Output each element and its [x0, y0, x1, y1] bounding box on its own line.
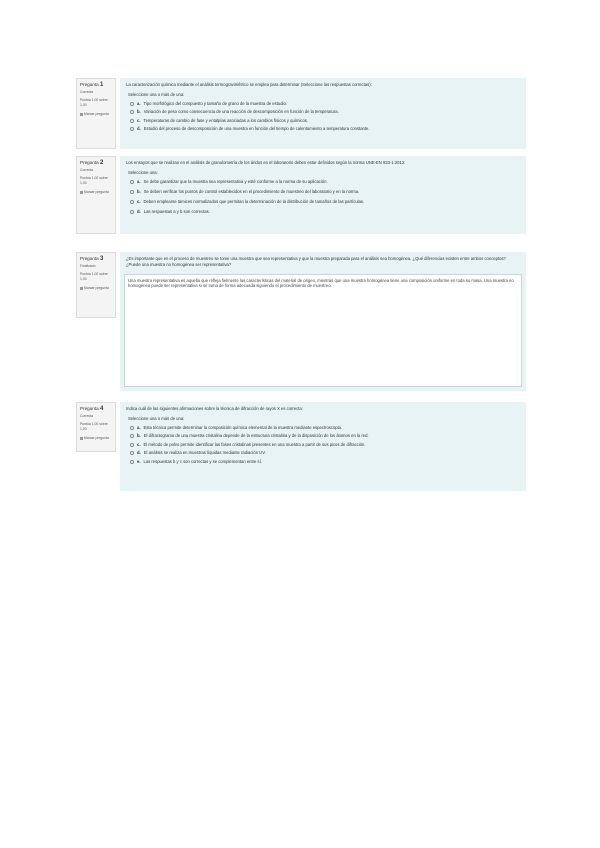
question-score: Puntúa 1,00 sobre 1,00 — [80, 176, 108, 185]
option-letter: b. — [137, 109, 141, 115]
question-info-3 — [76, 252, 116, 318]
flag-label: Marcar pregunta — [84, 436, 109, 440]
question-block-3 — [76, 252, 526, 391]
option-letter: b. — [137, 189, 141, 194]
answer-option[interactable] — [130, 450, 520, 456]
option-letter: a. — [137, 179, 141, 184]
answer-option[interactable] — [130, 209, 520, 215]
question-status: Correcta — [80, 90, 94, 94]
flag-icon — [80, 113, 83, 116]
question-number-3 — [80, 256, 112, 262]
radio-button[interactable] — [130, 180, 134, 184]
question-content-2 — [120, 156, 526, 234]
option-letter: a. — [137, 101, 141, 106]
checkbox[interactable] — [130, 110, 134, 114]
question-status: Correcta — [80, 414, 94, 418]
question-score: Puntúa 1,00 sobre 1,00 — [80, 422, 108, 431]
radio-button[interactable] — [130, 200, 134, 204]
flag-label: Marcar pregunta — [84, 190, 109, 194]
question-info-2 — [76, 156, 116, 234]
answer-option[interactable] — [130, 101, 520, 107]
checkbox[interactable] — [130, 102, 134, 106]
checkbox[interactable] — [130, 460, 134, 464]
question-block-2 — [76, 156, 526, 234]
question-label: Pregunta — [80, 160, 99, 165]
radio-button[interactable] — [130, 190, 134, 194]
option-text: Esta técnica permite determinar la composición química elemental de la muestra mediante espectroscopia. — [143, 425, 343, 430]
option-text: Temperaturas de cambio de fase y entalpías asociadas a los cambios físicos y químicos. — [143, 117, 309, 123]
radio-button[interactable] — [130, 210, 134, 214]
question-number: 1 — [99, 82, 104, 88]
question-status: Finalizado — [80, 264, 96, 268]
answer-option[interactable] — [130, 442, 520, 448]
option-letter: d. — [137, 209, 141, 214]
question-label: Pregunta — [80, 406, 99, 411]
answer-option[interactable] — [130, 109, 520, 115]
option-letter: c. — [137, 199, 141, 204]
answer-option[interactable] — [130, 179, 520, 185]
option-letter: c. — [137, 117, 141, 123]
question-score: Puntúa 1,00 sobre 1,00 — [80, 272, 108, 281]
answer-prompt: Seleccione una o más de una: — [128, 416, 185, 421]
flag-label: Marcar pregunta — [84, 112, 109, 116]
answer-prompt: Seleccione una o más de una: — [128, 92, 185, 97]
checkbox[interactable] — [130, 443, 134, 447]
question-number-2 — [80, 160, 112, 166]
checkbox[interactable] — [130, 127, 134, 131]
question-text: Indica cuál de las siguientes afirmaciones sobre la técnica de difracción de rayos X es correcta: — [126, 406, 303, 411]
question-content-1 — [120, 78, 526, 149]
answer-option[interactable] — [130, 189, 520, 195]
question-content-3 — [120, 252, 526, 391]
option-text: Las respuestas a y b son correctas. — [143, 209, 210, 214]
option-letter: c. — [137, 441, 141, 447]
option-text: Se deben verificar los puntos de control establecidos en el procedimiento de muestreo del laboratorio y en la norma. — [143, 189, 360, 194]
question-number: 4 — [99, 406, 104, 412]
question-block-1 — [76, 78, 526, 149]
option-letter: b. — [137, 433, 141, 439]
question-text: ¿Es importante que en el proceso de muestreo se tome una muestra que sea representativa y que la muestra preparada para el análisis sea homogénea. ¿Qué diferencias existen entre ambos conceptos? ¿Puede una muestra no homogénea ser representativa? — [126, 256, 506, 267]
option-text: Deben emplearse tamices normalizados que permitan la determinación de la distribución de tamaños de las partículas. — [143, 199, 365, 204]
option-text: El difractograma de una muestra cristalina depende de la estructura cristalina y de la disposición de los átomos en la red. — [143, 433, 369, 439]
question-number: 3 — [99, 256, 104, 262]
question-label: Pregunta — [80, 82, 99, 87]
flag-question-button[interactable] — [80, 190, 112, 195]
option-letter: d. — [137, 126, 141, 132]
checkbox[interactable] — [130, 426, 134, 430]
answer-option[interactable] — [130, 425, 520, 431]
option-text: Se debe garantizar que la muestra sea representativa y esté conforme a la norma de su aplicación. — [143, 179, 328, 184]
question-number: 2 — [99, 160, 104, 166]
flag-icon — [80, 287, 83, 290]
question-content-4 — [120, 402, 526, 491]
answer-option[interactable] — [130, 459, 520, 465]
option-text: Tipo morfológico del compuesto y tamaño de grano de la muestra de estudio. — [143, 101, 287, 106]
option-text: Las respuestas b y c son correctas y se complementan entre sí. — [143, 458, 262, 464]
option-letter: d. — [137, 450, 141, 456]
option-text: Variación de peso como consecuencia de una reacción de descomposición en función de la temperatura. — [143, 109, 339, 115]
option-text: El análisis se realiza en muestras líquidas mediante radiación UV. — [143, 450, 266, 456]
checkbox[interactable] — [130, 119, 134, 123]
option-text: Estudio del proceso de descomposición de una muestra en función del tiempo de calentamiento a temperatura constante. — [143, 126, 370, 132]
answer-option[interactable] — [130, 199, 520, 205]
option-letter: a. — [137, 425, 141, 430]
flag-question-button[interactable] — [80, 112, 112, 117]
question-text: Los ensayos que se realizan en el análisis de granulometría de los áridos en el laboratorio deben estar definidos según la norma UNE-EN 933-1:2012: — [126, 160, 406, 165]
checkbox[interactable] — [130, 451, 134, 455]
flag-icon — [80, 437, 83, 440]
question-text: La caracterización química mediante el análisis termogravimétrico se emplea para determinar (Seleccione las respuestas correctas): — [126, 82, 372, 87]
flag-icon — [80, 191, 83, 194]
essay-answer-textarea[interactable]: Una muestra representativa es aquella que refleja fielmente las características del material de origen, mientras que una muestra homogénea tiene una composición uniforme en toda su masa. Una muestra no homogénea puede ser representativa si se toma de forma adecuada siguiendo el procedimiento de muestreo. — [124, 274, 522, 387]
flag-question-button[interactable] — [80, 286, 112, 291]
question-score: Puntúa 1,00 sobre 1,00 — [80, 98, 108, 107]
checkbox[interactable] — [130, 434, 134, 438]
question-label: Pregunta — [80, 256, 99, 261]
answer-prompt: Seleccione una: — [128, 170, 158, 175]
question-number-4 — [80, 406, 112, 412]
question-number-1 — [80, 82, 112, 88]
question-info-4 — [76, 402, 116, 452]
question-info-1 — [76, 78, 116, 149]
answer-option[interactable] — [130, 433, 520, 439]
question-status: Correcta — [80, 168, 94, 172]
answer-option[interactable] — [130, 118, 520, 124]
flag-question-button[interactable] — [80, 436, 112, 441]
option-text: El método de polvo permite identificar las fases cristalinas presentes en una muestra a partir de sus picos de difracción. — [143, 441, 366, 447]
option-letter: e. — [137, 458, 141, 464]
flag-label: Marcar pregunta — [84, 286, 109, 290]
answer-option[interactable] — [130, 126, 520, 132]
question-block-4 — [76, 402, 526, 491]
